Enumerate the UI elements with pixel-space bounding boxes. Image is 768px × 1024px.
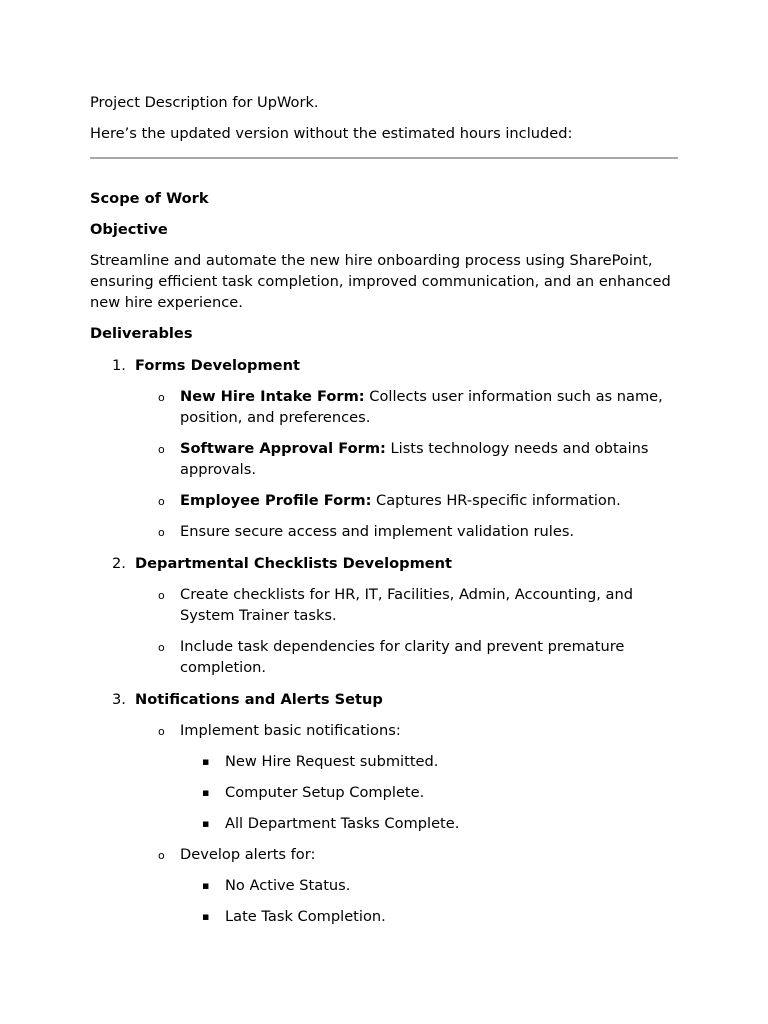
hollow-bullet-icon: o bbox=[158, 725, 165, 738]
deliverable-sublist bbox=[135, 584, 680, 678]
deliverable-number: 2. bbox=[112, 555, 126, 572]
intro-title: Project Description for UpWork. bbox=[90, 94, 319, 111]
square-bullet-icon: ▪ bbox=[202, 755, 210, 768]
subitem-label: Employee Profile Form: bbox=[180, 492, 372, 509]
hollow-bullet-icon: o bbox=[158, 849, 165, 862]
deliverable-sublist bbox=[135, 720, 680, 927]
objective-text: Streamline and automate the new hire onboarding process using SharePoint, ensuring efficient task completion, improved communication, and an enhanced new hire experience. bbox=[90, 252, 671, 311]
deliverables-heading: Deliverables bbox=[90, 325, 193, 342]
subsub-text: Computer Setup Complete. bbox=[225, 784, 425, 801]
hollow-bullet-icon: o bbox=[158, 495, 165, 508]
scope-heading: Scope of Work bbox=[90, 190, 209, 207]
subsub-item bbox=[180, 751, 680, 772]
deliverable-subitem bbox=[135, 521, 680, 542]
deliverable-subitem bbox=[135, 438, 680, 480]
horizontal-rule bbox=[90, 157, 678, 159]
deliverable-subitem bbox=[135, 584, 680, 626]
subsub-item bbox=[180, 875, 680, 896]
deliverable-title: Notifications and Alerts Setup bbox=[135, 691, 383, 708]
subsub-item bbox=[180, 906, 680, 927]
square-bullet-icon: ▪ bbox=[202, 879, 210, 892]
deliverable-sublist bbox=[135, 386, 680, 542]
document-body bbox=[90, 92, 680, 927]
hollow-bullet-icon: o bbox=[158, 443, 165, 456]
subsub-text: No Active Status. bbox=[225, 877, 351, 894]
subsub-text: All Department Tasks Complete. bbox=[225, 815, 460, 832]
hollow-bullet-icon: o bbox=[158, 391, 165, 404]
deliverable-number: 3. bbox=[112, 691, 126, 708]
subitem-label: New Hire Intake Form: bbox=[180, 388, 365, 405]
subitem-text: Develop alerts for: bbox=[180, 846, 316, 863]
deliverable-item bbox=[90, 355, 680, 542]
subitem-sublist bbox=[180, 875, 680, 927]
square-bullet-icon: ▪ bbox=[202, 910, 210, 923]
subitem-text: Captures HR-specific information. bbox=[371, 492, 621, 509]
subsub-text: Late Task Completion. bbox=[225, 908, 386, 925]
hollow-bullet-icon: o bbox=[158, 589, 165, 602]
subsub-text: New Hire Request submitted. bbox=[225, 753, 439, 770]
square-bullet-icon: ▪ bbox=[202, 786, 210, 799]
deliverable-subitem bbox=[135, 386, 680, 428]
subitem-sublist bbox=[180, 751, 680, 834]
deliverable-item bbox=[90, 689, 680, 927]
subitem-text: Ensure secure access and implement validation rules. bbox=[180, 523, 575, 540]
intro-note: Here’s the updated version without the estimated hours included: bbox=[90, 125, 573, 142]
subitem-text: Implement basic notifications: bbox=[180, 722, 401, 739]
subitem-text: Lists technology needs and obtains approvals. bbox=[180, 440, 649, 478]
hollow-bullet-icon: o bbox=[158, 526, 165, 539]
subitem-label: Software Approval Form: bbox=[180, 440, 386, 457]
deliverable-title: Forms Development bbox=[135, 357, 300, 374]
deliverable-title: Departmental Checklists Development bbox=[135, 555, 453, 572]
deliverables-list bbox=[90, 355, 680, 927]
deliverable-number: 1. bbox=[112, 357, 126, 374]
square-bullet-icon: ▪ bbox=[202, 817, 210, 830]
deliverable-subitem bbox=[135, 844, 680, 927]
deliverable-subitem bbox=[135, 720, 680, 834]
deliverable-subitem bbox=[135, 490, 680, 511]
subsub-item bbox=[180, 782, 680, 803]
objective-heading: Objective bbox=[90, 221, 168, 238]
subsub-item bbox=[180, 813, 680, 834]
deliverable-subitem bbox=[135, 636, 680, 678]
hollow-bullet-icon: o bbox=[158, 641, 165, 654]
subitem-text: Create checklists for HR, IT, Facilities, Admin, Accounting, and System Trainer tasks. bbox=[180, 586, 633, 624]
subitem-text: Collects user information such as name, position, and preferences. bbox=[180, 388, 663, 426]
deliverable-item bbox=[90, 553, 680, 678]
subitem-text: Include task dependencies for clarity and prevent premature completion. bbox=[180, 638, 625, 676]
